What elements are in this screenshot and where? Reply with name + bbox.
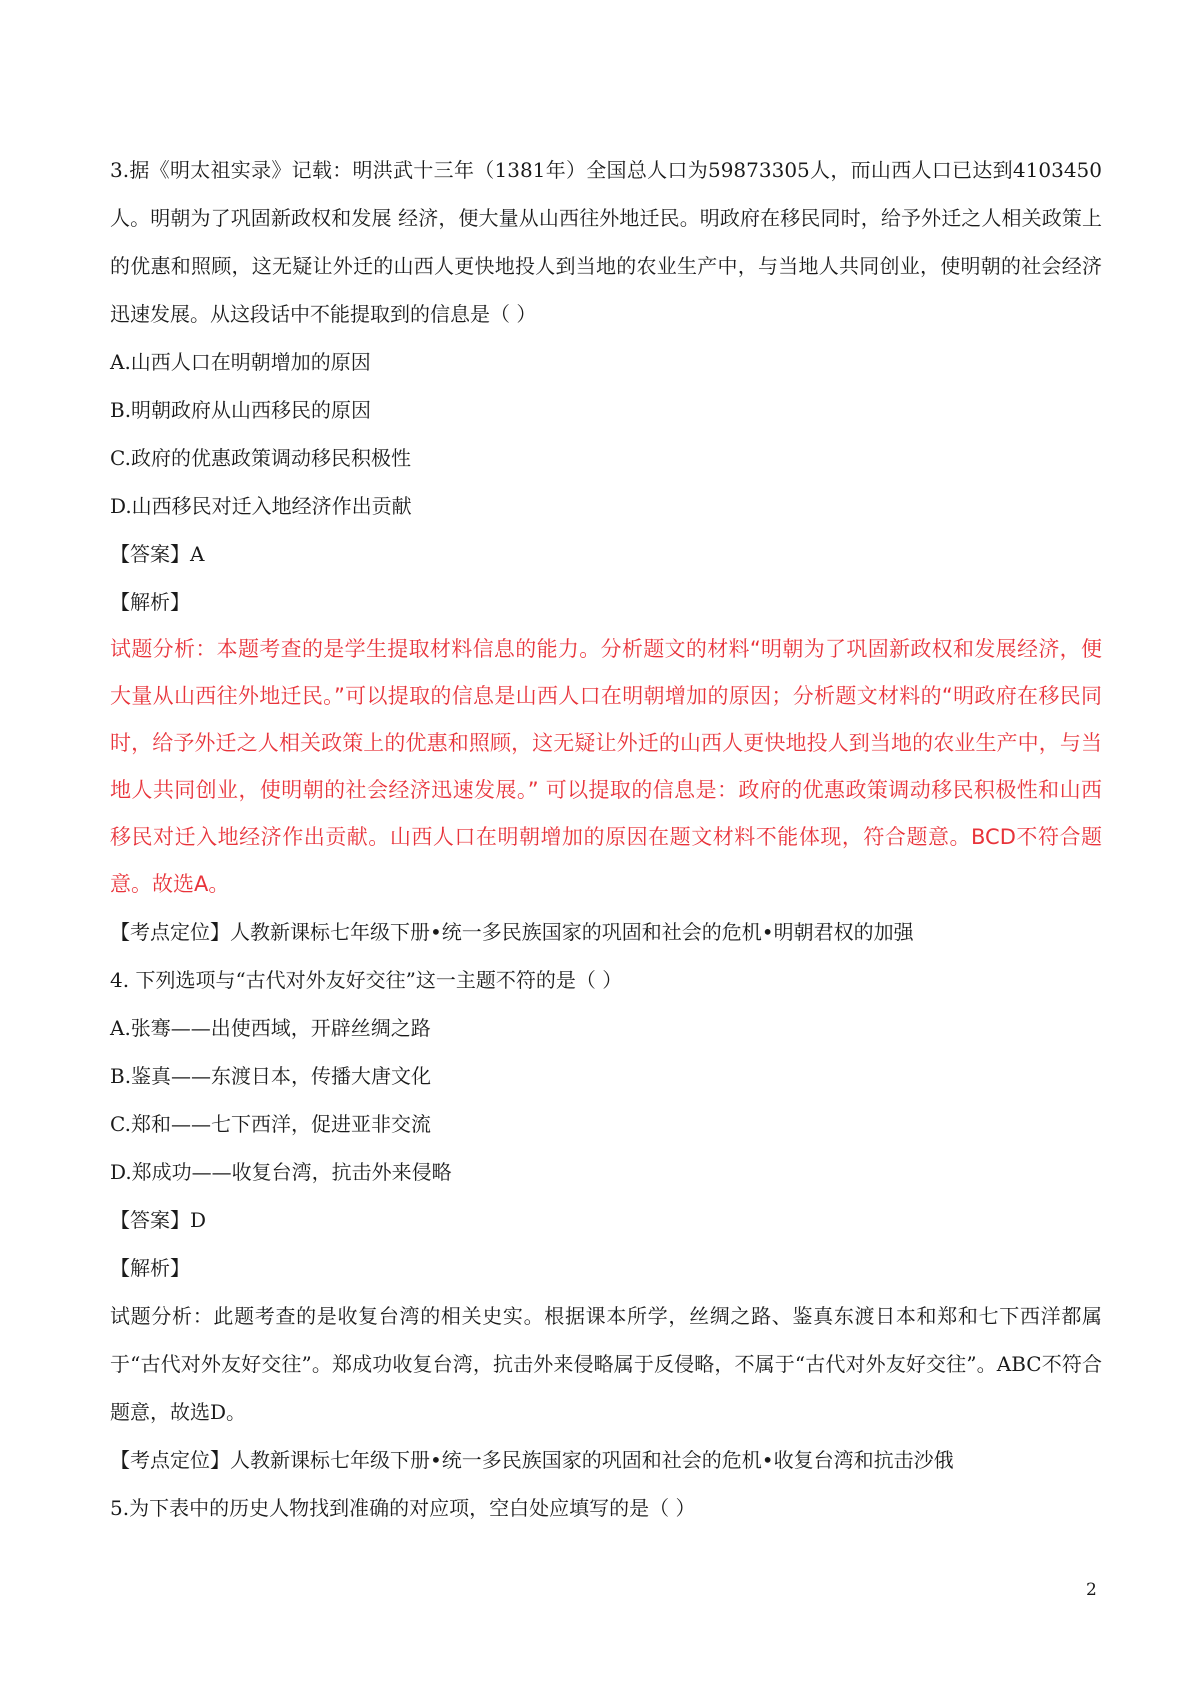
question-3-option-a: A.山西人口在明朝增加的原因 [110,350,371,374]
question-5-stem: 5.为下表中的历史人物找到准确的对应项，空白处应填写的是（ ） [110,1496,696,1520]
question-3-analysis-label: 【解析】 [110,590,190,614]
question-4-kaodian: 【考点定位】人教新课标七年级下册•统一多民族国家的巩固和社会的危机•收复台湾和抗击沙俄 [110,1448,954,1472]
question-3-stem: 3.据《明太祖实录》记载：明洪武十三年（1381年）全国总人口为59873305人，而山西人口已达到4103450人。明朝为了巩固新政权和发展 经济，便大量从山西往外地迁民。明政府在移民同时，给予外迁之人相关政策上的优惠和照顾，这无疑让外迁的山西人更快地投人到当地的农业生产中，与当地人共同创业，使明朝的社会经济迅速发展。从这段话中不能提取到的信息是（ ） [110,158,1102,326]
question-4-option-d: D.郑成功——收复台湾，抗击外来侵略 [110,1160,452,1184]
question-4-option-b: B.鉴真——东渡日本，传播大唐文化 [110,1064,432,1088]
question-4-analysis: 试题分析：此题考查的是收复台湾的相关史实。根据课本所学，丝绸之路、鉴真东渡日本和郑和七下西洋都属于“古代对外友好交往”。郑成功收复台湾，抗击外来侵略属于反侵略，不属于“古代对外友好交往”。ABC不符合题意，故选D。 [110,1304,1102,1424]
document-body [110,146,1102,1532]
page-number: 2 [1086,1580,1097,1600]
question-4-stem: 4. 下列选项与“古代对外友好交往”这一主题不符的是（ ） [110,968,623,992]
question-3-option-d: D.山西移民对迁入地经济作出贡献 [110,494,412,518]
question-3-analysis: 试题分析：本题考查的是学生提取材料信息的能力。分析题文的材料“明朝为了巩固新政权和发展经济，便大量从山西往外地迁民。”可以提取的信息是山西人口在明朝增加的原因；分析题文材料的“明政府在移民同时，给予外迁之人相关政策上的优惠和照顾，这无疑让外迁的山西人更快地投人到当地的农业生产中，与当地人共同创业，使明朝的社会经济迅速发展。” 可以提取的信息是：政府的优惠政策调动移民积极性和山西移民对迁入地经济作出贡献。山西人口在明朝增加的原因在题文材料不能体现，符合题意。BCD不符合题意。故选A。 [110,637,1102,896]
question-3-answer: 【答案】A [110,542,205,566]
question-3-option-c: C.政府的优惠政策调动移民积极性 [110,446,411,470]
question-3-kaodian: 【考点定位】人教新课标七年级下册•统一多民族国家的巩固和社会的危机•明朝君权的加强 [110,920,914,944]
question-4-option-a: A.张骞——出使西域，开辟丝绸之路 [110,1016,431,1040]
question-4-analysis-label: 【解析】 [110,1256,190,1280]
question-3-option-b: B.明朝政府从山西移民的原因 [110,398,372,422]
question-4-answer: 【答案】D [110,1208,207,1232]
question-4-option-c: C.郑和——七下西洋，促进亚非交流 [110,1112,431,1136]
